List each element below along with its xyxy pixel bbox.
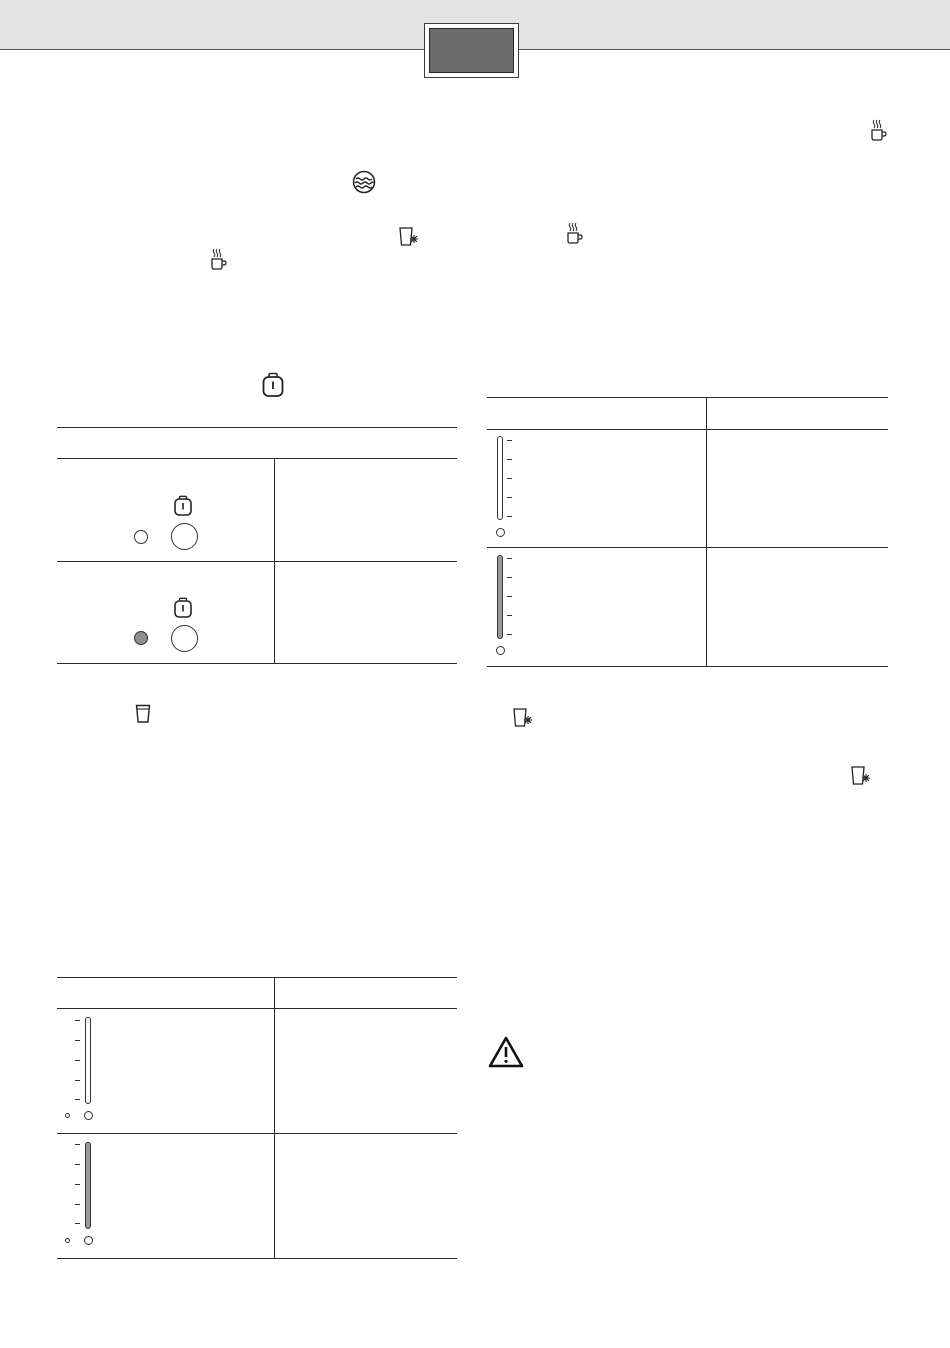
scale-tick: [75, 1223, 80, 1224]
cup-icon: [135, 704, 151, 724]
table-rule-bottom: [57, 663, 457, 664]
scale-tick: [75, 1020, 80, 1021]
descale-wave-icon: [352, 170, 376, 194]
power-indicator-light: [134, 631, 148, 645]
cold-water-sparkle-icon: [850, 765, 872, 787]
table-rule-bottom: [57, 1258, 457, 1259]
level-float: [84, 1236, 93, 1245]
hot-water-cup-icon: [870, 118, 888, 142]
min-marker: [65, 1113, 70, 1118]
table-header: [712, 402, 882, 422]
cold-water-sparkle-icon: [398, 226, 420, 248]
water-tank-gauge: [85, 1017, 91, 1104]
scale-tick: [75, 1040, 80, 1041]
scale-tick: [75, 1099, 80, 1100]
table-rule-top: [57, 977, 457, 978]
scale-tick: [507, 615, 512, 616]
scale-tick: [75, 1164, 80, 1165]
table-header: [60, 432, 455, 452]
scale-tick: [75, 1060, 80, 1061]
table-rule-row: [57, 561, 457, 562]
power-button: [171, 625, 198, 652]
table-rule-header: [57, 1008, 457, 1009]
table-rule-bottom: [487, 666, 888, 667]
power-indicator-light: [134, 530, 148, 544]
table-rule-header: [487, 429, 888, 430]
table-header: [60, 982, 268, 1002]
power-icon: [262, 372, 284, 398]
language-tab-fill: [429, 28, 514, 73]
hot-water-cup-icon: [210, 247, 228, 271]
warning-icon: [488, 1036, 524, 1068]
table-header: [490, 402, 700, 422]
scale-tick: [507, 516, 512, 517]
level-float: [496, 528, 505, 537]
scale-tick: [507, 634, 512, 635]
power-button: [171, 523, 198, 550]
water-tank-gauge: [497, 555, 503, 639]
table-header: [282, 982, 452, 1002]
scale-tick: [75, 1184, 80, 1185]
cold-water-sparkle-icon: [512, 707, 534, 729]
scale-tick: [507, 440, 512, 441]
table-divider: [274, 977, 275, 1258]
scale-tick: [75, 1204, 80, 1205]
table-rule-header: [57, 458, 457, 459]
table-rule-top: [487, 397, 888, 398]
level-float: [84, 1111, 93, 1120]
table-rule-row: [57, 1133, 457, 1134]
table-rule-row: [487, 547, 888, 548]
level-float: [496, 646, 505, 655]
scale-tick: [507, 478, 512, 479]
power-icon: [174, 597, 192, 618]
scale-tick: [507, 497, 512, 498]
table-rule-top: [57, 427, 457, 428]
scale-tick: [507, 577, 512, 578]
scale-tick: [75, 1144, 80, 1145]
table-divider: [706, 397, 707, 666]
min-marker: [65, 1238, 70, 1243]
power-icon: [174, 495, 192, 516]
scale-tick: [507, 558, 512, 559]
scale-tick: [507, 596, 512, 597]
water-tank-gauge: [497, 436, 503, 520]
scale-tick: [75, 1080, 80, 1081]
hot-water-cup-icon: [566, 221, 584, 245]
scale-tick: [507, 459, 512, 460]
water-tank-gauge: [85, 1142, 91, 1229]
